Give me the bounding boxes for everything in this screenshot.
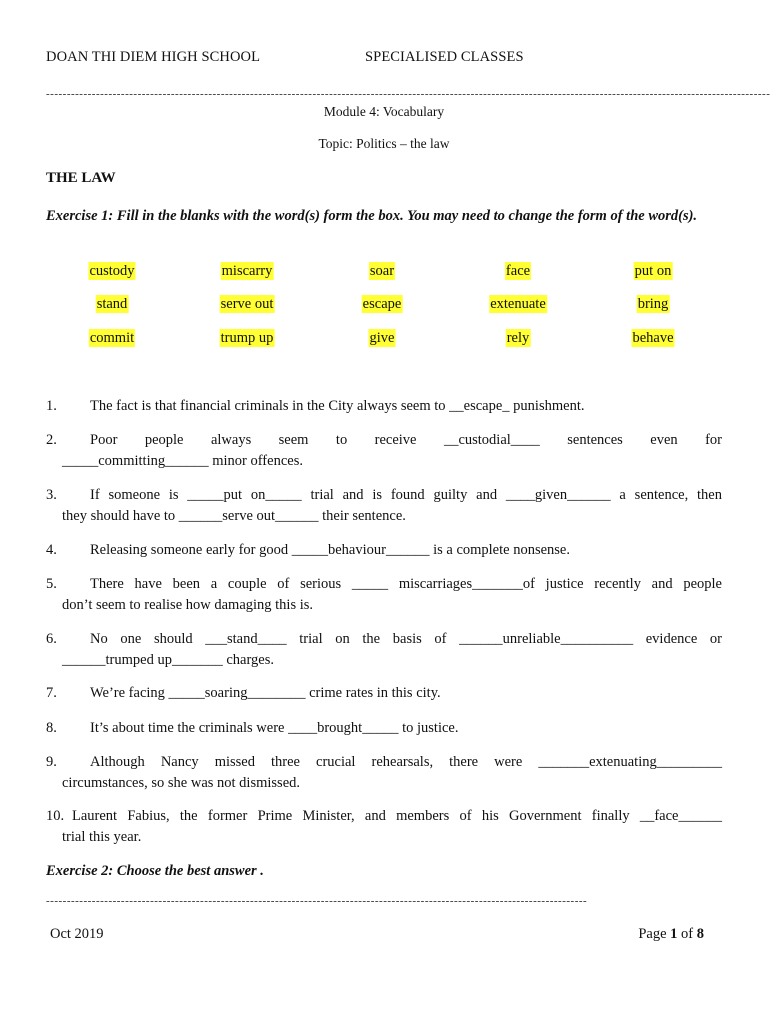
question-text: _____committing______ minor offences. (62, 453, 303, 469)
question-5 (46, 574, 722, 616)
question-4 (46, 540, 722, 561)
question-10 (46, 806, 722, 848)
question-text: circumstances, so she was not dismissed. (62, 775, 301, 791)
word-item: serve out (220, 296, 274, 312)
question-number: 8. (46, 720, 57, 736)
word-item: commit (89, 330, 135, 346)
question-6 (46, 629, 722, 671)
word-item: escape (362, 296, 402, 312)
question-text: they should have to ______serve out______ their sentence. (62, 508, 406, 524)
question-text: trial this year. (62, 829, 142, 845)
question-3 (46, 485, 722, 527)
question-text: Although Nancy missed three crucial rehearsals, there were _______extenuating_________ (90, 754, 722, 770)
exercise1-title: Exercise 1: Fill in the blanks with the word(s) form the box. You may need to change the form of the word(s). (46, 208, 698, 224)
question-number: 9. (46, 754, 57, 770)
question-number: 5. (46, 576, 57, 592)
page-total: 8 (696, 926, 704, 942)
question-number: 7. (46, 685, 57, 701)
question-text: ______trumped up_______ charges. (62, 652, 274, 668)
question-text: The fact is that financial criminals in the City always seem to __escape_ punishment. (90, 398, 585, 414)
question-number: 10. (46, 808, 65, 824)
exercise2-title: Exercise 2: Choose the best answer . (46, 863, 264, 879)
question-number: 4. (46, 542, 57, 558)
question-text: Poor people always seem to receive __custodial____ sentences even for (90, 432, 722, 448)
word-item: stand (96, 296, 128, 312)
classes-label: SPECIALISED CLASSES (365, 49, 524, 65)
footer-separator: ---------------------------------------------------------------------------------------------------------------------------------- (46, 895, 588, 907)
question-2 (46, 430, 722, 472)
word-item: trump up (220, 330, 274, 346)
question-number: 6. (46, 631, 57, 647)
module-title: Module 4: Vocabulary (323, 104, 445, 119)
school-name: DOAN THI DIEM HIGH SCHOOL (46, 49, 261, 65)
question-1 (46, 396, 722, 417)
question-text: If someone is _____put on_____ trial and is found guilty and ____given______ a sentence, then (90, 487, 722, 503)
question-number: 1. (46, 398, 57, 414)
word-item: miscarry (221, 263, 273, 279)
word-item: bring (637, 296, 669, 312)
word-item: rely (506, 330, 530, 346)
section-title: THE LAW (46, 170, 116, 186)
word-item: give (369, 330, 395, 346)
question-text: It’s about time the criminals were ____brought_____ to justice. (90, 720, 459, 736)
word-item: face (505, 263, 531, 279)
question-text: Releasing someone early for good _____behaviour______ is a complete nonsense. (90, 542, 570, 558)
question-text: We’re facing _____soaring________ crime rates in this city. (90, 685, 441, 701)
question-7 (46, 683, 722, 704)
question-9 (46, 752, 722, 794)
question-8 (46, 718, 722, 739)
header-separator: ------------------------------------------------------------------------------------------------------------------------------------------------------------------------------ (46, 88, 770, 100)
page-label: Page (638, 926, 667, 942)
word-item: custody (89, 263, 135, 279)
question-number: 2. (46, 432, 57, 448)
question-number: 3. (46, 487, 57, 503)
word-item: behave (632, 330, 674, 346)
footer-date: Oct 2019 (50, 926, 104, 942)
word-item: soar (369, 263, 395, 279)
page-current: 1 (670, 926, 678, 942)
page-indicator (638, 926, 704, 943)
word-item: put on (634, 263, 672, 279)
word-item: extenuate (490, 296, 546, 312)
page-of: of (681, 926, 694, 942)
topic-title: Topic: Politics – the law (318, 136, 450, 151)
question-text: No one should ___stand____ trial on the basis of ______unreliable__________ evidence or (90, 631, 722, 647)
question-text: don’t seem to realise how damaging this is. (62, 597, 314, 613)
question-text: There have been a couple of serious _____ miscarriages_______of justice recently and people (90, 576, 722, 592)
question-text: Laurent Fabius, the former Prime Minister, and members of his Government finally __face______ (72, 808, 722, 824)
